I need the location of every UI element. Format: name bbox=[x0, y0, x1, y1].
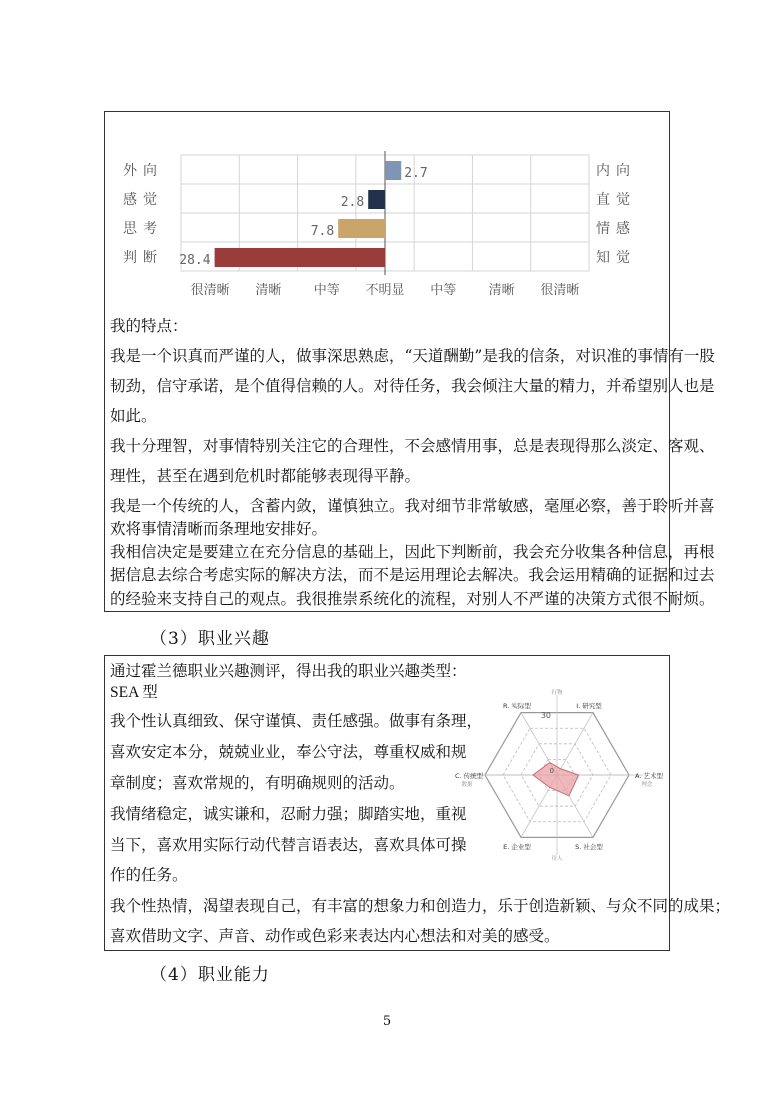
page-number: 5 bbox=[382, 1014, 392, 1029]
radar-outer-label-right: 理念 bbox=[641, 782, 653, 788]
mbti-value-label-0: 2.7 bbox=[404, 166, 428, 181]
interest-type: SEA 型 bbox=[110, 684, 158, 701]
traits-heading: 我的特点： bbox=[110, 317, 188, 335]
interest-line2: 喜欢安定本分，兢兢业业，奉公守法，尊重权威和规 bbox=[110, 743, 467, 761]
interest-line1: 我个性认真细致、保守谨慎、责任感强。做事有条理， bbox=[110, 712, 483, 730]
section3-title: （3）职业兴趣 bbox=[150, 629, 270, 649]
radar-axis-label-4: E. 企业型 bbox=[503, 843, 531, 851]
interest-intro: 通过霍兰德职业兴趣测评，得出我的职业兴趣类型： bbox=[110, 662, 467, 680]
radar-axis-label-0: R. 实际型 bbox=[503, 702, 531, 710]
mbti-bar-1 bbox=[368, 190, 385, 209]
radar-scale-zero: 0 bbox=[549, 767, 554, 775]
traits-p4-line3: 的经验来支持自己的观点。我很推崇系统化的流程，对别人不严谨的决策方式很不耐烦。 bbox=[110, 590, 715, 608]
mbti-scale-label-2: 中等 bbox=[313, 283, 340, 298]
mbti-bar-0 bbox=[385, 161, 401, 180]
traits-p2-line1: 我十分理智，对事情特别关注它的合理性，不会感情用事，总是表现得那么淡定、客观、 bbox=[110, 437, 715, 455]
interest-line4: 我情绪稳定，诚实谦和，忍耐力强；脚踏实地，重视 bbox=[110, 805, 467, 823]
holland-radar bbox=[455, 688, 663, 868]
radar-outer-label-bottom: 待人 bbox=[551, 856, 563, 862]
mbti-scale-label-5: 清晰 bbox=[488, 283, 515, 298]
mbti-scale-label-3: 不明显 bbox=[365, 283, 405, 298]
interest-line5: 当下，喜欢用实际行动代替言语表达，喜欢具体可操 bbox=[110, 836, 467, 854]
mbti-value-label-3: 28.4 bbox=[179, 253, 211, 268]
radar-outer-label-left: 数据 bbox=[461, 782, 473, 788]
section4-title: （4）职业能力 bbox=[150, 965, 270, 985]
mbti-scale-label-0: 很清晰 bbox=[190, 283, 230, 298]
mbti-scale-label-4: 中等 bbox=[430, 283, 457, 298]
radar-axis-label-2: A. 艺术型 bbox=[635, 772, 663, 780]
mbti-value-label-1: 2.8 bbox=[340, 195, 365, 210]
radar-outer-label-top: 打物 bbox=[551, 690, 563, 696]
radar-axis-label-1: I. 研究型 bbox=[576, 702, 602, 710]
radar-axis-label-3: S. 社会型 bbox=[575, 843, 603, 851]
mbti-bar-2 bbox=[338, 219, 385, 238]
interest-line3: 章制度；喜欢常规的，有明确规则的活动。 bbox=[110, 774, 405, 792]
mbti-left-label-2: 思考 bbox=[123, 221, 163, 237]
interest-line8: 喜欢借助文字、声音、动作或色彩来表达内心想法和对美的感受。 bbox=[110, 927, 560, 945]
mbti-left-label-0: 外向 bbox=[123, 163, 163, 179]
traits-p1-line3: 如此。 bbox=[110, 407, 157, 425]
traits-p1-line1: 我是一个识真而严谨的人，做事深思熟虑，“天道酬勤”是我的信条，对识准的事情有一股 bbox=[110, 347, 715, 365]
traits-p1-line2: 韧劲，信守承诺，是个值得信赖的人。对待任务，我会倾注大量的精力，并希望别人也是 bbox=[110, 377, 715, 395]
mbti-scale-label-1: 清晰 bbox=[255, 283, 282, 298]
mbti-bar-chart bbox=[0, 0, 774, 320]
interest-line6: 作的任务。 bbox=[110, 866, 188, 884]
traits-p3-line1: 我是一个传统的人，含蓄内敛，谨慎独立。我对细节非常敏感，毫厘必察，善于聆听并喜 bbox=[110, 497, 715, 515]
radar-scale-max: 30 bbox=[540, 711, 551, 720]
mbti-scale-label-6: 很清晰 bbox=[540, 283, 580, 298]
traits-p2-line2: 理性，甚至在遇到危机时都能够表现得平静。 bbox=[110, 467, 421, 485]
mbti-right-label-1: 直觉 bbox=[596, 192, 636, 208]
traits-p4-line1: 我相信决定是要建立在充分信息的基础上，因此下判断前，我会充分收集各种信息，再根 bbox=[110, 543, 715, 561]
mbti-bar-3 bbox=[215, 248, 385, 267]
mbti-value-label-2: 7.8 bbox=[310, 224, 335, 239]
mbti-left-label-3: 判断 bbox=[123, 250, 163, 266]
radar-data-shape bbox=[533, 763, 579, 796]
radar-axis-label-5: C. 传统型 bbox=[455, 772, 484, 780]
mbti-right-label-0: 内向 bbox=[596, 163, 636, 179]
mbti-right-label-3: 知觉 bbox=[596, 250, 636, 266]
mbti-right-label-2: 情感 bbox=[596, 221, 636, 237]
traits-p4-line2: 据信息去综合考虑实际的解决方法，而不是运用理论去解决。我会运用精确的证据和过去 bbox=[110, 566, 715, 584]
traits-p3-line2: 欢将事情清晰而条理地安排好。 bbox=[110, 520, 328, 538]
interest-line7: 我个性热情，渴望表现自己，有丰富的想象力和创造力，乐于创造新颖、与众不同的成果； bbox=[110, 897, 731, 915]
mbti-left-label-1: 感觉 bbox=[123, 192, 163, 208]
